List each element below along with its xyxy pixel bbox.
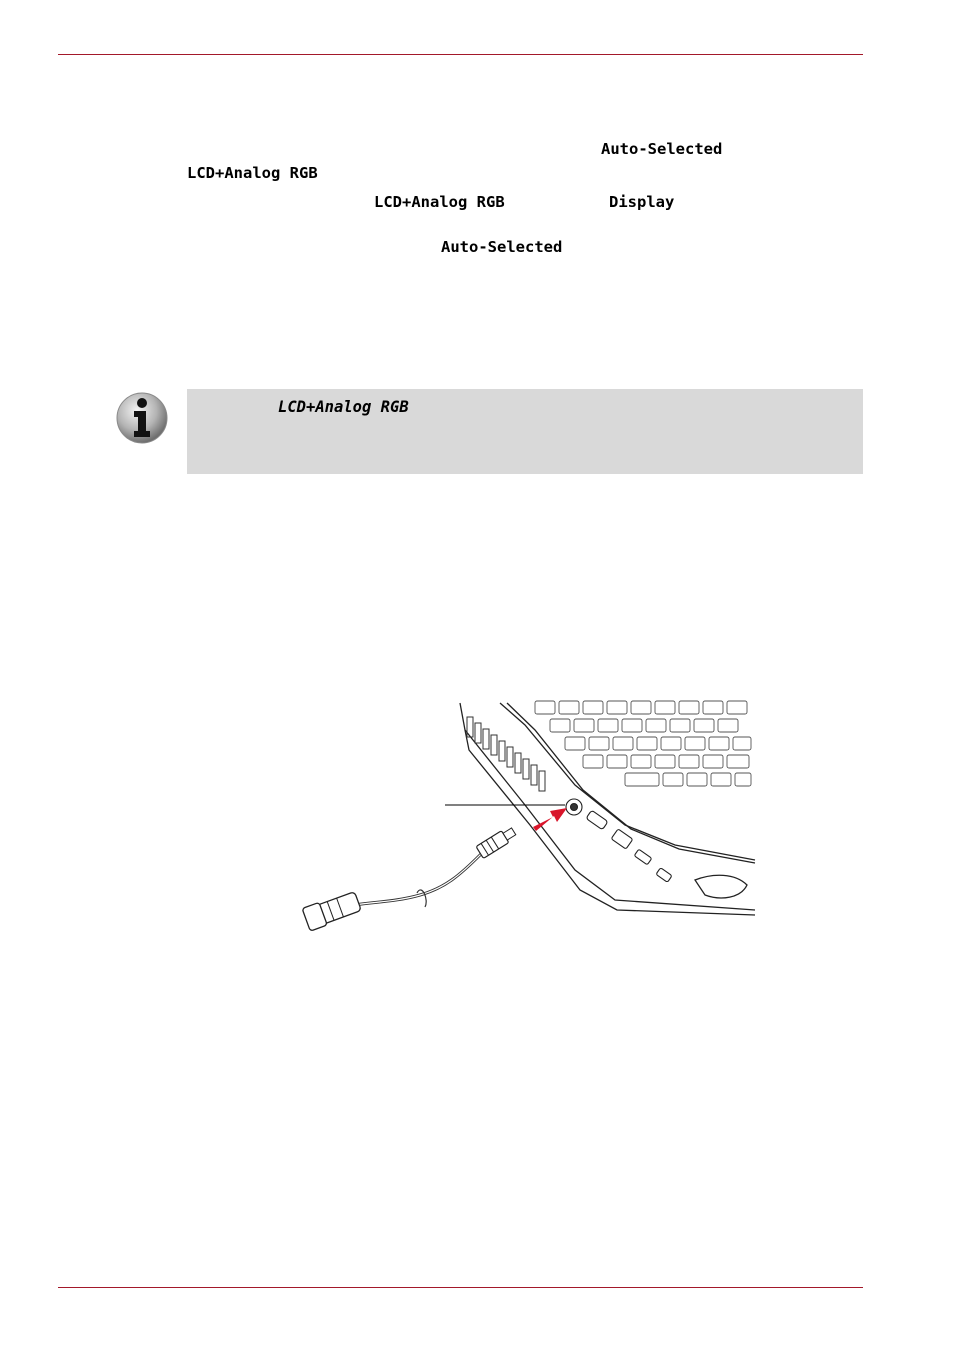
code-lcd-analog-rgb-2: LCD+Analog RGB (374, 193, 505, 211)
code-auto-selected-2: Auto-Selected (441, 238, 563, 256)
header-rule (58, 54, 863, 55)
code-lcd-analog-rgb-1: LCD+Analog RGB (187, 164, 318, 182)
laptop-tv-out-illustration (295, 695, 760, 935)
code-auto-selected-1: Auto-Selected (601, 140, 723, 158)
footer-rule (58, 1287, 863, 1288)
note-code-lcd-analog-rgb: LCD+Analog RGB (278, 398, 409, 416)
info-icon (115, 391, 169, 445)
code-display: Display (609, 193, 675, 211)
